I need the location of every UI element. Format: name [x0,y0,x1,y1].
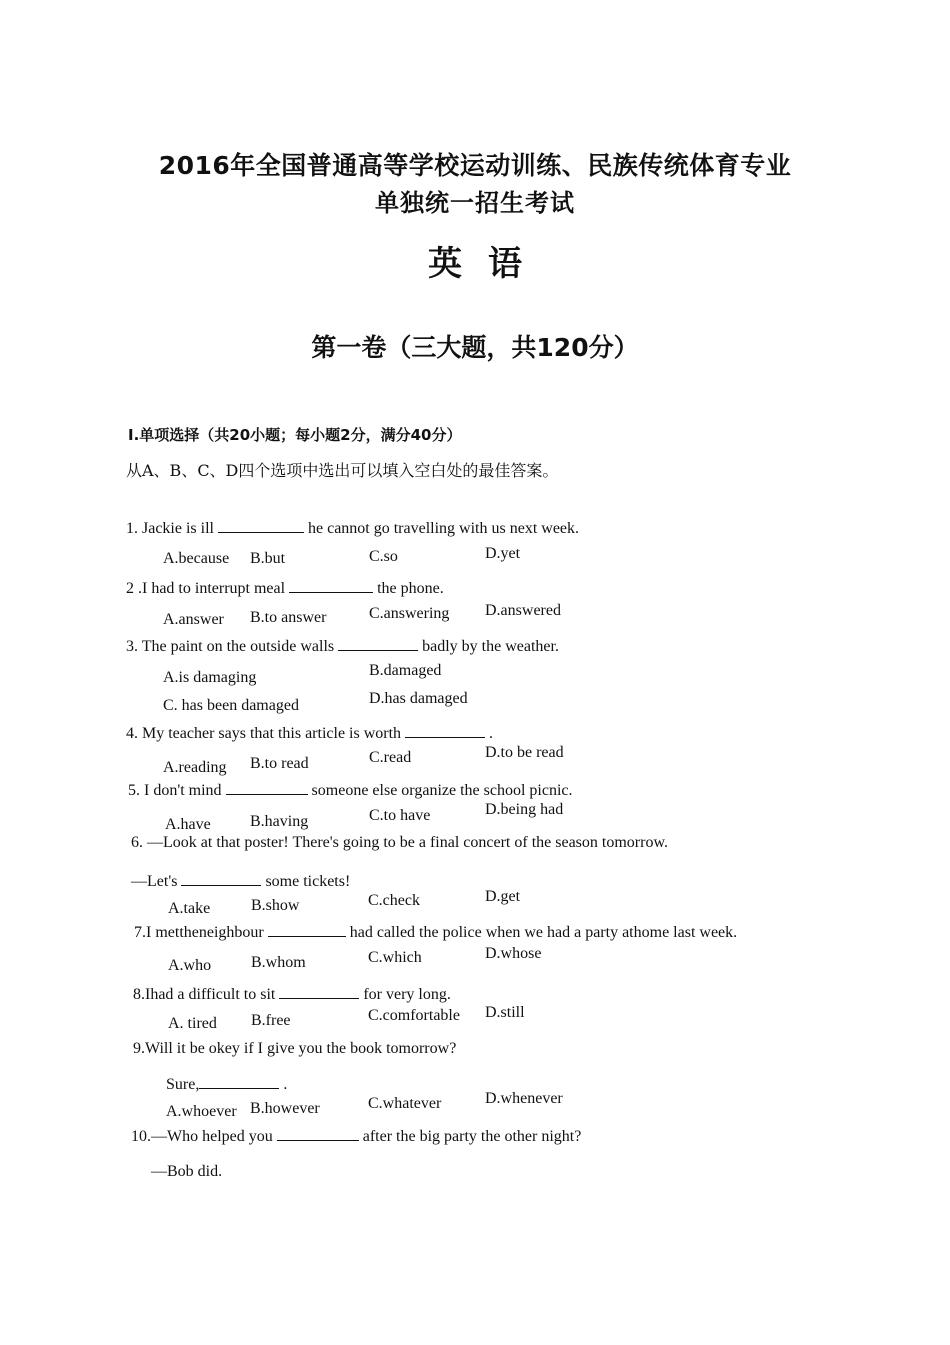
option: A.whoever [166,1103,237,1120]
option: D.being had [485,801,564,818]
option: C.so [369,548,398,565]
answer-blank [338,636,418,651]
option: C.to have [369,807,431,824]
option: B.having [250,813,309,830]
option: D.whenever [485,1090,563,1107]
option: C.check [368,892,420,909]
option: A.have [165,816,211,833]
volume-title: 第一卷（三大题，共120分） [311,333,639,362]
option: B.free [251,1012,291,1029]
exam-title-line1: 2016年全国普通高等学校运动训练、民族传统体育专业 [158,151,792,180]
option: B.show [251,897,300,914]
option: A. tired [168,1015,217,1032]
question-stem [126,723,493,743]
question-stem [134,922,737,942]
answer-blank [218,518,304,533]
option: A.because [163,550,230,567]
option: D.get [485,888,521,905]
question-stem [126,518,579,538]
option: C.whatever [368,1095,442,1112]
stem-text: badly by the weather. [422,638,559,655]
section-instruction: 从A、B、C、D四个选项中选出可以填入空白处的最佳答案。 [126,461,559,480]
option: C.answering [369,605,450,622]
option: B.to answer [250,609,327,626]
stem-text: he cannot go travelling with us next week. [307,520,580,537]
option: B.damaged [369,662,442,679]
section-heading: Ⅰ.单项选择（共20小题；每小题2分，满分40分） [128,426,462,444]
answer-blank [181,871,261,886]
answer-blank [279,984,359,999]
answer-reply: —Bob did. [151,1163,223,1180]
option: D.still [485,1004,525,1021]
option: A.is damaging [163,669,257,686]
option: D.yet [485,545,521,562]
question-stem [166,1074,287,1094]
stem-text: someone else organize the school picnic. [311,782,573,799]
question-stem [128,780,573,800]
option: D.answered [485,602,561,619]
answer-blank [289,578,373,593]
question-stem [131,1126,581,1146]
stem-text: 2 .I had to interrupt meal [126,580,286,597]
stem-text: had called the police when we had a party athome last week. [349,924,738,941]
question-stem [126,578,444,598]
option: B.however [250,1100,320,1117]
option: D.whose [485,945,542,962]
stem-text: some tickets! [265,873,351,890]
stem-text: 10.—Who helped you [131,1128,273,1145]
answer-blank [405,723,485,738]
stem-text: 1. Jackie is ill [126,520,214,537]
stem-text: 7.I mettheneighbour [134,924,264,941]
stem-text: after the big party the other night? [362,1128,582,1145]
stem-text: 3. The paint on the outside walls [126,638,335,655]
question-stem [126,636,559,656]
option: D.has damaged [369,690,468,707]
option: A.take [168,900,211,917]
question-stem: 6. —Look at that poster! There's going to be a final concert of the season tomorrow. [131,834,668,851]
exam-title-line2: 单独统一招生考试 [375,189,575,217]
answer-blank [277,1126,359,1141]
option: A.reading [163,759,227,776]
question-stem [133,984,451,1004]
stem-text: 5. I don't mind [128,782,222,799]
option: B.but [250,550,286,567]
option: B.to read [250,755,309,772]
option: A.who [168,957,212,974]
option: D.to be read [485,744,564,761]
stem-text: Sure, [166,1076,200,1093]
option: A.answer [163,611,224,628]
subject-title: 英语 [428,244,548,284]
option: B.whom [251,954,306,971]
stem-text: 4. My teacher says that this article is worth [126,725,402,742]
stem-text: —Let's [131,873,178,890]
stem-text: . [489,725,494,742]
answer-blank [199,1074,279,1089]
stem-text: 8.Ihad a difficult to sit [133,986,276,1003]
stem-text: the phone. [377,580,444,597]
answer-blank [226,780,308,795]
option: C.comfortable [368,1007,460,1024]
answer-blank [268,922,346,937]
question-stem [131,871,350,891]
option: C.which [368,949,422,966]
stem-text: for very long. [363,986,451,1003]
stem-text: . [283,1076,288,1093]
question-stem: 9.Will it be okey if I give you the book tomorrow? [133,1040,457,1057]
option: C. has been damaged [163,697,299,714]
option: C.read [369,749,412,766]
